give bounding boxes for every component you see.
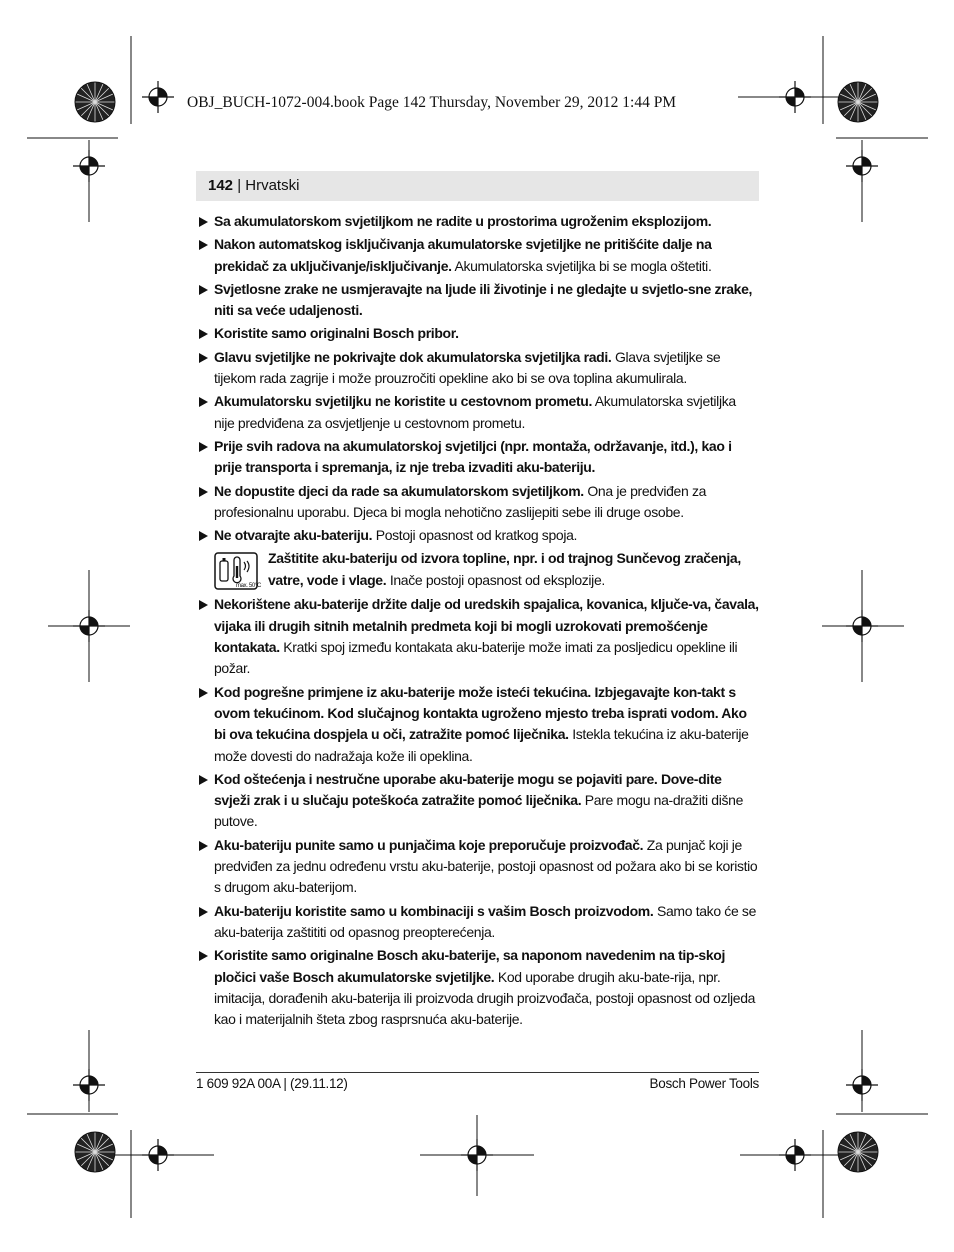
bullet-triangle-icon — [199, 531, 208, 541]
safety-item-text: Pare mogu na-dražiti dišne putove. — [214, 792, 744, 830]
bullet-triangle-icon — [199, 688, 208, 698]
safety-item — [196, 682, 759, 767]
safety-item — [196, 525, 759, 546]
safety-item — [196, 901, 759, 944]
safety-item-bold: Sa akumulatorskom svjetiljkom ne radite u prostorima ugroženim eksplozijom. — [214, 213, 712, 229]
heat-warning-block — [196, 548, 759, 592]
footer-rule — [196, 1072, 759, 1073]
safety-item — [196, 211, 759, 232]
header-language: Hrvatski — [245, 177, 300, 194]
page-number: 142 — [208, 177, 234, 194]
safety-item-bold: Nakon automatskog isključivanja akumulatorske svjetiljke ne pritišćite dalje na prekidač za uključivanje/isključivanje. — [214, 236, 712, 274]
safety-item-bold: Aku-bateriju punite samo u punjačima koje preporučuje proizvođač. — [214, 836, 644, 853]
heat-warning-text: Zaštitite aku-bateriju od izvora topline, npr. i od trajnog Sunčevog zračenja, vatre, vode i vlage. Inače postoji opasnost od eksplozije. — [268, 550, 741, 588]
safety-item-bold: Ne otvarajte aku-bateriju. — [214, 527, 373, 544]
safety-item — [196, 436, 759, 479]
bullet-triangle-icon — [199, 600, 208, 610]
safety-item-bold: Aku-bateriju koristite samo u kombinaciji s vašim Bosch proizvodom. — [214, 902, 654, 919]
safety-item — [196, 323, 759, 344]
safety-item-bold: Kod oštećenja i nestručne uporabe aku-baterije mogu se pojaviti pare. Dove-dite svježi zrak i u slučaju poteškoća zatražite pomoć liječnika. — [214, 770, 722, 809]
safety-list-a — [196, 211, 759, 546]
safety-item-text: Samo tako će se aku-baterija zaštititi od opasnog preopterećenja. — [214, 902, 757, 940]
page-content — [196, 211, 759, 1032]
footer-brand: Bosch Power Tools — [649, 1076, 759, 1091]
bullet-triangle-icon — [199, 329, 208, 339]
safety-item-bold: Koristite samo originalne Bosch aku-baterije, sa naponom navedenim na tip-skoj pločici vaše Bosch akumulatorske svjetiljke. — [214, 947, 726, 985]
safety-item-text: Ona je predviđen za profesionalnu uporabu. Djeca bi mogla nehotično zaslijepiti sebe ili druge osobe. — [214, 482, 707, 520]
safety-item — [196, 279, 759, 322]
icon-temperature-label: max. 50°C — [236, 583, 261, 590]
file-slug: OBJ_BUCH-1072-004.book Page 142 Thursday, November 29, 2012 1:44 PM — [187, 94, 677, 111]
bullet-triangle-icon — [199, 240, 208, 250]
footer-doc-number: 1 609 92A 00A | (29.11.12) — [196, 1076, 348, 1091]
safety-item — [196, 347, 759, 390]
bullet-triangle-icon — [199, 841, 208, 851]
bullet-triangle-icon — [199, 775, 208, 785]
safety-list-b — [196, 594, 759, 1030]
safety-item-text: Glava svjetiljke se tijekom rada zagrije i može prouzročiti opekline ako bi se ova toplina akumulirala. — [214, 348, 721, 387]
safety-item-text: Akumulatorska svjetiljka nije predviđena za osvjetljenje u cestovnom prometu. — [214, 393, 736, 431]
bullet-triangle-icon — [199, 353, 208, 363]
safety-item — [196, 769, 759, 833]
safety-item-text: Za punjač koji je predviđen za jednu određenu vrstu aku-baterije, postoji opasnost od požara ako bi se koristio s drugom aku-baterijom. — [214, 836, 758, 896]
safety-item — [196, 481, 759, 524]
safety-item-bold: Svjetlosne zrake ne usmjeravajte na ljude ili životinje i ne gledajte u svjetlo-sne zrake, niti sa veće udaljenosti. — [214, 280, 753, 319]
safety-item — [196, 835, 759, 899]
battery-temperature-icon — [214, 552, 261, 590]
safety-item — [196, 234, 759, 277]
safety-item-bold: Prije svih radova na akumulatorskoj svjetiljci (npr. montaža, održavanje, itd.), kao i prije transporta i spremanja, iz nje treba izvaditi aku-bateriju. — [214, 437, 732, 476]
bullet-triangle-icon — [199, 397, 208, 407]
safety-item-bold: Ne dopustite djeci da rade sa akumulatorskom svjetiljkom. — [214, 482, 584, 499]
page-header — [196, 171, 759, 201]
safety-item-bold: Nekorištene aku-baterije držite dalje od uredskih spajalica, kovanica, ključe-va, čavala, vijaka ili drugih sitnih metalnih predmeta koji bi mogli uzrokovati premošćenje kontakata. — [214, 596, 759, 656]
bullet-triangle-icon — [199, 442, 208, 452]
safety-item-text: Akumulatorska svjetiljka bi se mogla oštetiti. — [451, 257, 712, 274]
safety-item-text: Kratki spoj između kontakata aku-baterije može imati za posljedicu opekline ili požar. — [214, 639, 738, 677]
safety-item — [196, 594, 759, 679]
safety-item-text: Postoji opasnost od kratkog spoja. — [372, 527, 578, 544]
safety-item-text: Istekla tekućina iz aku-baterije može dovesti do nadražaja kože ili opeklina. — [214, 726, 749, 764]
bullet-triangle-icon — [199, 285, 208, 295]
safety-item-text: Kod uporabe drugih aku-bate-rija, npr. imitacija, dorađenih aku-baterija ili proizvoda drugih proizvođača, postoji opasnost od ozljeda kao i materijalnih šteta zbog rasprsnuća aku-baterije. — [214, 968, 756, 1028]
safety-item-bold: Akumulatorsku svjetiljku ne koristite u cestovnom prometu. — [214, 393, 593, 410]
header-text — [208, 177, 299, 194]
safety-item-bold: Glavu svjetiljke ne pokrivajte dok akumulatorska svjetiljka radi. — [214, 348, 612, 365]
safety-item-bold: Koristite samo originalni Bosch pribor. — [214, 325, 459, 342]
bullet-triangle-icon — [199, 217, 208, 227]
safety-item — [196, 945, 759, 1030]
bullet-triangle-icon — [199, 951, 208, 961]
safety-item-bold: Kod pogrešne primjene iz aku-baterije može isteći tekućina. Izbjegavajte kon-takt s ovom tekućinom. Kod slučajnog kontakta ugroženo mjesto treba isprati vodom. Ako bi ova tekućina dospjela u oči, zatražite pomoć liječnika. — [214, 683, 747, 743]
header-separator: | — [233, 177, 246, 194]
safety-item — [196, 391, 759, 434]
bullet-triangle-icon — [199, 907, 208, 917]
bullet-triangle-icon — [199, 487, 208, 497]
